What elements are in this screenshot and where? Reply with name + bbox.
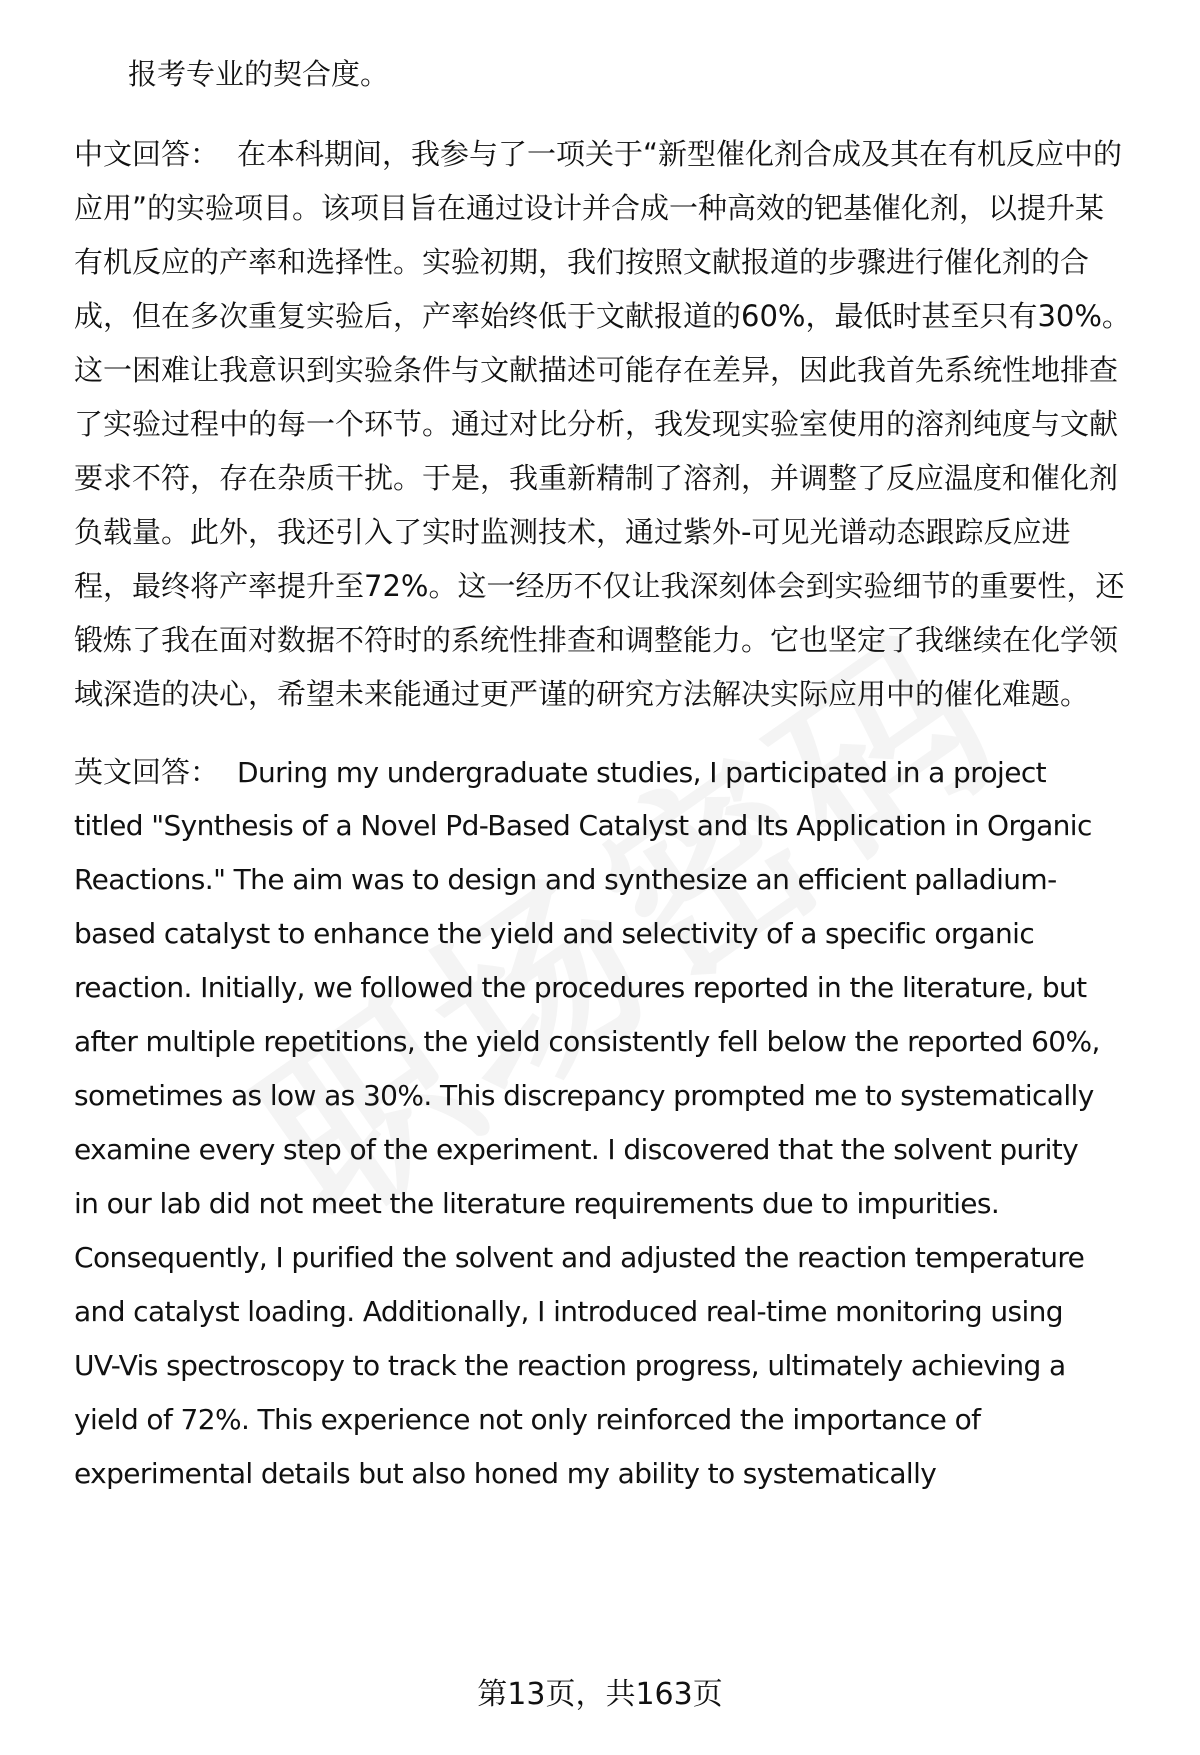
paragraph-line: 域深造的决心，希望未来能通过更严谨的研究方法解决实际应用中的催化难题。 bbox=[74, 677, 1090, 711]
paragraph-line: titled "Synthesis of a Novel Pd-Based Catalyst and Its Application in Organic bbox=[74, 809, 1092, 842]
english-answer-label: 英文回答： bbox=[74, 755, 220, 789]
paragraph-line: 有机反应的产率和选择性。实验初期，我们按照文献报道的步骤进行催化剂的合 bbox=[74, 245, 1090, 279]
paragraph-line: yield of 72%. This experience not only reinforced the importance of bbox=[74, 1403, 981, 1436]
paragraph-line: UV-Vis spectroscopy to track the reaction progress, ultimately achieving a bbox=[74, 1349, 1066, 1382]
page-indicator: 第13页，共163页 bbox=[477, 1677, 723, 1712]
chinese-answer-label: 中文回答： bbox=[74, 137, 220, 171]
paragraph-line: based catalyst to enhance the yield and selectivity of a specific organic bbox=[74, 917, 1035, 950]
paragraph-line: 了实验过程中的每一个环节。通过对比分析，我发现实验室使用的溶剂纯度与文献 bbox=[74, 407, 1119, 441]
paragraph-line: after multiple repetitions, the yield consistently fell below the reported 60%, bbox=[74, 1025, 1100, 1058]
paragraph-line: 程，最终将产率提升至72%。这一经历不仅让我深刻体会到实验细节的重要性，还 bbox=[74, 569, 1125, 603]
paragraph-line: reaction. Initially, we followed the procedures reported in the literature, but bbox=[74, 971, 1087, 1004]
paragraph-line: Reactions." The aim was to design and synthesize an efficient palladium- bbox=[74, 863, 1057, 896]
paragraph-line: 应用”的实验项目。该项目旨在通过设计并合成一种高效的钯基催化剂，以提升某 bbox=[74, 191, 1105, 225]
english-answer-first-line bbox=[74, 752, 1046, 792]
paragraph-line: in our lab did not meet the literature requirements due to impurities. bbox=[74, 1187, 1000, 1220]
paragraph-line: 锻炼了我在面对数据不符时的系统性排查和调整能力。它也坚定了我继续在化学领 bbox=[74, 623, 1119, 657]
intro-line: 报考专业的契合度。 bbox=[128, 57, 390, 91]
chinese-answer-first-line bbox=[74, 134, 1122, 174]
paragraph-line: 成，但在多次重复实验后，产率始终低于文献报道的60%，最低时甚至只有30%。 bbox=[74, 299, 1131, 333]
paragraph-line: 要求不符，存在杂质干扰。于是，我重新精制了溶剂，并调整了反应温度和催化剂 bbox=[74, 461, 1119, 495]
paragraph-line: sometimes as low as 30%. This discrepancy prompted me to systematically bbox=[74, 1079, 1094, 1112]
paragraph-line: and catalyst loading. Additionally, I introduced real-time monitoring using bbox=[74, 1295, 1063, 1328]
paragraph-line: 在本科期间，我参与了一项关于“新型催化剂合成及其在有机反应中的 bbox=[237, 137, 1123, 171]
paragraph-line: 这一困难让我意识到实验条件与文献描述可能存在差异，因此我首先系统性地排查 bbox=[74, 353, 1119, 387]
paragraph-line: Consequently, I purified the solvent and adjusted the reaction temperature bbox=[74, 1241, 1085, 1274]
paragraph-line: 负载量。此外，我还引入了实时监测技术，通过紫外-可见光谱动态跟踪反应进 bbox=[74, 515, 1071, 549]
paragraph-line: examine every step of the experiment. I discovered that the solvent purity bbox=[74, 1133, 1079, 1166]
paragraph-line: During my undergraduate studies, I participated in a project bbox=[237, 756, 1047, 789]
paragraph-line: experimental details but also honed my ability to systematically bbox=[74, 1457, 937, 1490]
